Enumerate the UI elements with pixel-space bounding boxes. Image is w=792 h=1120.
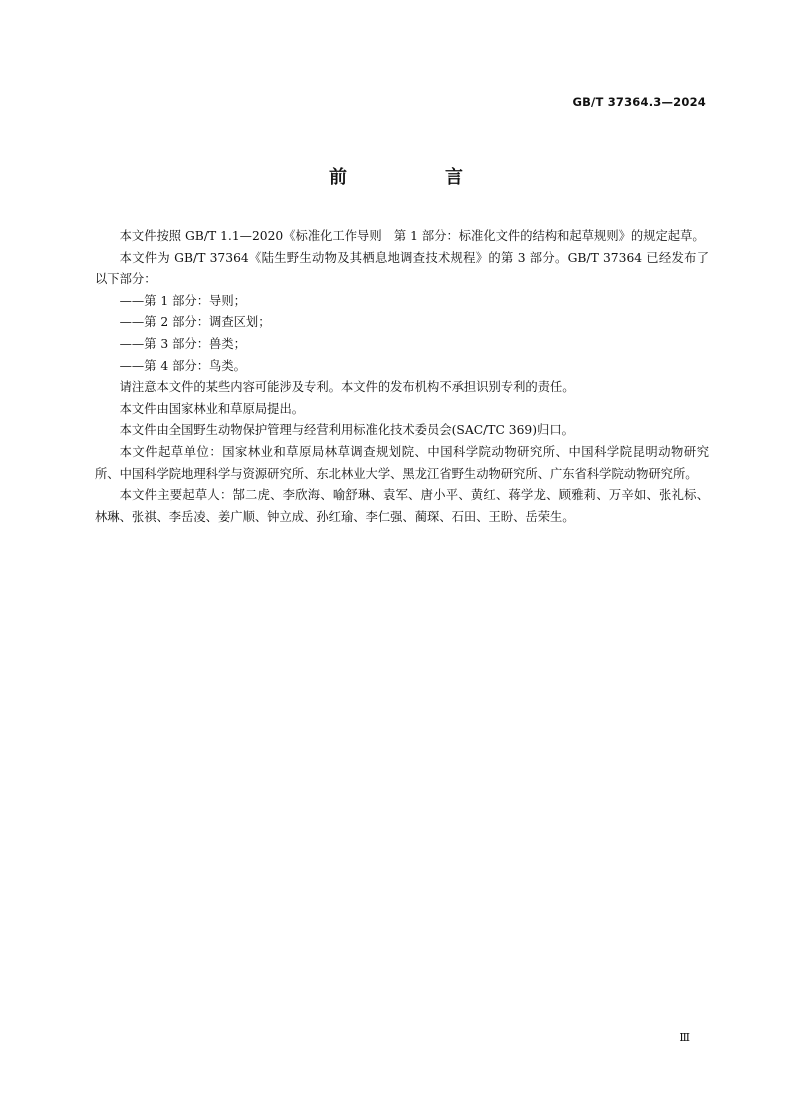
foreword-body <box>95 226 709 528</box>
part-list-item: ——第 4 部分：鸟类。 <box>119 358 246 373</box>
page-number: Ⅲ <box>679 1031 690 1044</box>
standard-code: GB/T 37364.3—2024 <box>572 95 706 109</box>
paragraph-drafters: 本文件主要起草人：郜二虎、李欣海、喻舒琳、袁军、唐小平、黄红、蒋学龙、顾雅莉、万辛如、张礼标、林琳、张祺、李岳凌、姜广顺、钟立成、孙红瑜、李仁强、蔺琛、石田、王盼、岳荣生。 <box>95 488 709 524</box>
paragraph-committee: 本文件由全国野生动物保护管理与经营利用标准化技术委员会(SAC/TC 369)归口。 <box>119 423 574 438</box>
paragraph-drafting-rules: 本文件按照 GB/T 1.1—2020《标准化工作导则 第 1 部分：标准化文件的结构和起草规则》的规定起草。 <box>119 229 705 243</box>
paragraph-drafting-units: 本文件起草单位：国家林业和草原局林草调查规划院、中国科学院动物研究所、中国科学院昆明动物研究所、中国科学院地理科学与资源研究所、东北林业大学、黑龙江省野生动物研究所、广东省科学院动物研究所。 <box>95 444 709 481</box>
paragraph-proposer: 本文件由国家林业和草原局提出。 <box>119 401 305 416</box>
part-list-item: ——第 2 部分：调查区划； <box>119 315 271 330</box>
paragraph-series-intro: 本文件为 GB/T 37364《陆生野生动物及其栖息地调查技术规程》的第 3 部分。GB/T 37364 已经发布了以下部分： <box>95 250 709 287</box>
page-title: 前 言 <box>329 167 503 188</box>
part-list-item: ——第 1 部分：导则； <box>119 293 246 308</box>
part-list-item: ——第 3 部分：兽类； <box>119 336 246 351</box>
paragraph-patent-notice: 请注意本文件的某些内容可能涉及专利。本文件的发布机构不承担识别专利的责任。 <box>119 380 575 395</box>
